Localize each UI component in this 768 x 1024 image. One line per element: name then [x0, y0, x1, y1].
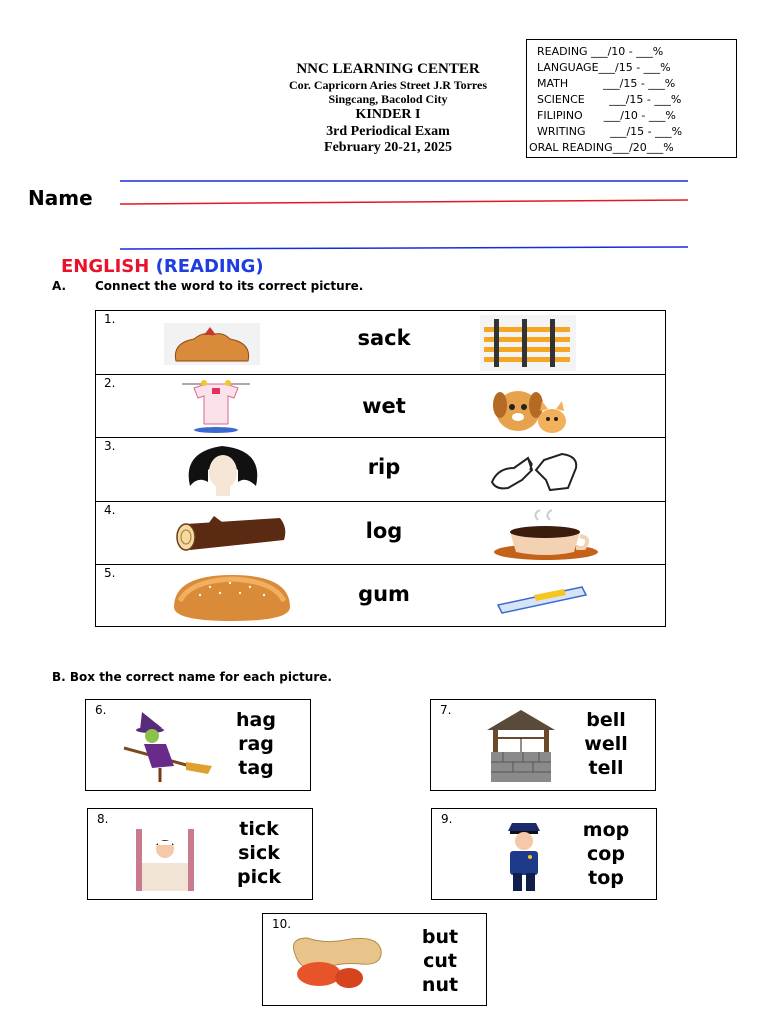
table-row — [96, 375, 665, 438]
table-row — [96, 502, 665, 565]
item-number: 8. — [97, 812, 109, 826]
address-line-2: Singcang, Bacolod City — [328, 92, 448, 107]
item-number: 9. — [441, 812, 453, 826]
wet-shirt-picture[interactable] — [180, 378, 252, 434]
exam-date: February 20-21, 2025 — [324, 140, 452, 156]
row-number: 1. — [104, 312, 116, 326]
subject-reading: (READING) — [155, 256, 264, 277]
fence-picture[interactable] — [480, 315, 576, 371]
score-writing: WRITING ___/15 - ___% — [537, 125, 683, 138]
section-title — [61, 256, 264, 277]
peanuts-picture[interactable] — [285, 928, 385, 992]
subject-english: ENGLISH — [61, 256, 150, 277]
chewing-gum-picture[interactable] — [494, 581, 590, 615]
log-picture[interactable] — [172, 512, 288, 556]
word-option[interactable]: bell — [586, 709, 626, 731]
name-label: Name — [28, 186, 93, 210]
word-option[interactable]: mop — [582, 819, 630, 841]
picture-item-8 — [87, 808, 313, 900]
picture-item-7 — [430, 699, 656, 791]
name-line-middle — [120, 200, 688, 204]
word-option[interactable]: but — [421, 926, 459, 948]
exam-title: 3rd Periodical Exam — [326, 123, 450, 139]
picture-item-9 — [431, 808, 657, 900]
word-choices — [226, 708, 286, 780]
match-word[interactable]: gum — [358, 582, 410, 606]
match-word[interactable]: rip — [367, 455, 401, 479]
item-number: 6. — [95, 703, 107, 717]
word-choices — [403, 925, 477, 997]
score-reading: READING ___/10 - ___% — [537, 45, 664, 58]
matching-table — [95, 310, 666, 627]
word-option[interactable]: well — [584, 733, 628, 755]
sack-picture[interactable] — [164, 323, 260, 365]
part-a-text: Connect the word to its correct picture. — [95, 279, 364, 293]
word-choices — [571, 708, 641, 780]
match-word[interactable]: wet — [362, 394, 406, 418]
score-math: MATH ___/15 - ___% — [537, 77, 676, 90]
word-option[interactable]: tell — [588, 757, 624, 779]
part-b-instruction: B. Box the correct name for each picture. — [52, 670, 332, 684]
witch-picture[interactable] — [116, 708, 216, 784]
sick-child-picture[interactable] — [134, 823, 196, 893]
item-number: 10. — [272, 917, 292, 931]
word-option[interactable]: cut — [423, 950, 457, 972]
row-number: 3. — [104, 439, 116, 453]
wig-picture[interactable] — [182, 442, 264, 498]
match-word[interactable]: sack — [357, 326, 411, 350]
school-name: NNC LEARNING CENTER — [296, 61, 480, 77]
dog-and-cat-picture[interactable] — [488, 377, 572, 435]
part-a-letter: A. — [52, 279, 67, 293]
score-oral-reading: ORAL READING___/20___% — [529, 141, 674, 154]
word-option[interactable]: cop — [587, 843, 625, 865]
row-number: 4. — [104, 503, 116, 517]
word-option[interactable]: rag — [238, 733, 274, 755]
police-officer-picture[interactable] — [496, 817, 552, 895]
word-option[interactable]: top — [588, 867, 624, 889]
word-option[interactable]: sick — [238, 842, 280, 864]
wishing-well-picture[interactable] — [483, 706, 559, 786]
address-line-1: Cor. Capricorn Aries Street J.R Torres — [288, 78, 488, 92]
coffee-cup-picture[interactable] — [492, 508, 602, 562]
word-option[interactable]: pick — [236, 866, 281, 888]
table-row — [96, 311, 665, 375]
bread-bun-picture[interactable] — [170, 571, 294, 623]
ripped-paper-picture[interactable] — [488, 446, 584, 496]
name-writing-lines[interactable] — [0, 0, 768, 260]
part-a-instruction — [52, 279, 363, 293]
word-choices — [572, 818, 640, 890]
item-number: 7. — [440, 703, 452, 717]
word-option[interactable]: nut — [421, 974, 459, 996]
score-language: LANGUAGE___/15 - ___% — [537, 61, 671, 74]
name-line-bottom — [120, 247, 688, 249]
word-option[interactable]: tag — [238, 757, 274, 779]
table-row — [96, 438, 665, 502]
picture-item-6 — [85, 699, 311, 791]
row-number: 2. — [104, 376, 116, 390]
match-word[interactable]: log — [365, 519, 403, 543]
word-choices — [228, 817, 290, 889]
grade-level: KINDER I — [355, 106, 421, 122]
word-option[interactable]: hag — [236, 709, 276, 731]
row-number: 5. — [104, 566, 116, 580]
table-row — [96, 565, 665, 628]
score-filipino: FILIPINO ___/10 - ___% — [537, 109, 676, 122]
score-science: SCIENCE ___/15 - ___% — [537, 93, 682, 106]
picture-item-10 — [262, 913, 487, 1006]
word-option[interactable]: tick — [239, 818, 279, 840]
